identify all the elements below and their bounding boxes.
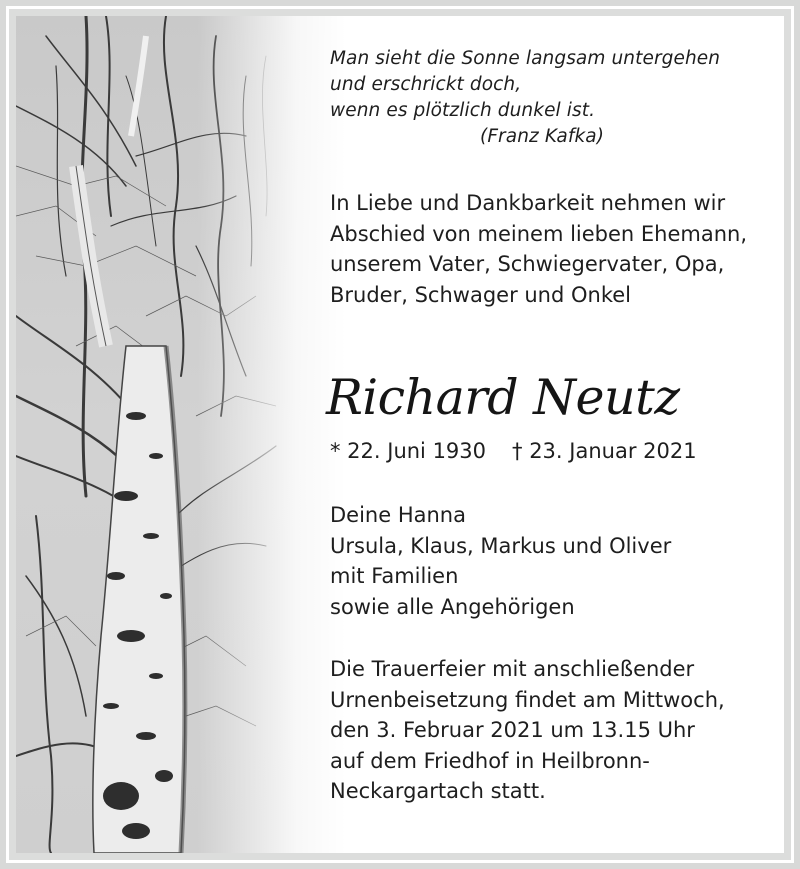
quote-line: Man sieht die Sonne langsam untergehen (330, 48, 721, 69)
quote-author: (Franz Kafka) (480, 126, 605, 147)
service-line: Die Trauerfeier mit anschließender (330, 657, 695, 681)
farewell-intro (330, 188, 747, 310)
intro-line: unserem Vater, Schwiegervater, Opa, (330, 252, 725, 276)
mourners-list (330, 500, 671, 622)
mourner-line: Ursula, Klaus, Markus und Oliver (330, 533, 672, 558)
service-line: Neckargartach statt. (330, 779, 546, 803)
death-date: † 23. Januar 2021 (512, 439, 697, 463)
mourner-line: mit Familien (330, 564, 459, 588)
birth-date: * 22. Juni 1930 (330, 439, 487, 463)
quote-line: wenn es plötzlich dunkel ist. (330, 100, 596, 121)
service-line: den 3. Februar 2021 um 13.15 Uhr (330, 718, 695, 742)
intro-line: Bruder, Schwager und Onkel (330, 282, 632, 307)
funeral-service-info (330, 654, 725, 807)
mourner-line: sowie alle Angehörigen (330, 594, 575, 619)
service-line: Urnenbeisetzung findet am Mittwoch, (330, 687, 725, 712)
intro-line: Abschied von meinem lieben Ehemann, (330, 221, 748, 246)
notice-text (312, 16, 784, 853)
life-dates (330, 436, 697, 466)
mourner-line: Deine Hanna (330, 503, 466, 527)
service-line: auf dem Friedhof in Heilbronn- (330, 748, 650, 773)
obituary-card (16, 16, 784, 853)
quote-line: und erschrickt doch, (330, 74, 522, 95)
deceased-name: Richard Neutz (326, 369, 680, 426)
birch-tree-photo (16, 16, 346, 853)
intro-line: In Liebe und Dankbarkeit nehmen wir (330, 191, 726, 215)
kafka-quote (330, 46, 720, 150)
